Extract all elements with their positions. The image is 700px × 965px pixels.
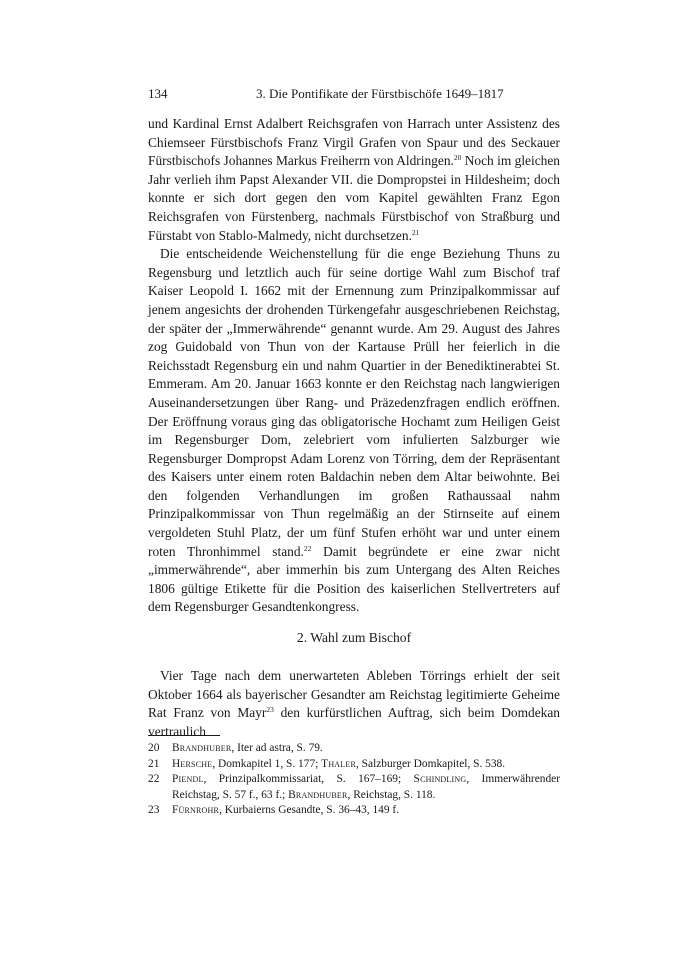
footnote-author: Piendl [172,773,204,786]
paragraph-text: den kurfürstlichen Auftrag, sich beim Domdekan vertraulich [148,705,561,739]
footnote-text: , Domkapitel 1, S. 177; [212,757,322,770]
paragraph-text: Vier Tage nach dem unerwarteten Ableben Törrings erhielt der seit Oktober 1664 als bayerischer Gesandter am Reichstag legitimierte Geheime Rat Franz von Mayr [148,668,560,721]
page-number: 134 [148,86,168,101]
footnote [148,757,560,773]
footnote-text: , Salzburger Domkapitel, S. 538. [355,757,506,770]
footnote-text: , Prinzipalkommissariat, S. 167–169; [203,773,414,786]
paragraph-text: Damit begründete er eine zwar nicht „immerwährende“, aber immerhin bis zum Untergang des Alten Reiches 1806 gültige Etikette für die Position des kaiserlichen Stellvertreters auf dem Regensburger Gesandtenkongress. [148,543,560,615]
paragraph-text: Die entscheidende Weichenstellung für die enge Beziehung Thuns zu Regensburg und letztlich auch für seine dortige Wahl zum Bischof traf Kaiser Leopold I. 1662 mit der Ernennung zum Prinzipalkommissar auf jenem angesichts der drohenden Türkengefahr ausgeschriebenen Reichstag, der später der „Immerwährende“ genannt wurde. Am 29. August des Jahres zog Guidobald von Thun von der Kartause Prüll her feierlich in die Reichsstadt Regensburg ein und nahm Quartier in der Benediktinerabtei St. Emmeram. Am 20. Januar 1663 konnte er den Reichstag nach langwierigen Auseinandersetzungen über Rang- und Präzedenzfragen endlich eröffnen. Der Eröffnung voraus ging das obligatorische Hochamt zum Heiligen Geist im Regensburger Dom, zelebriert vom infulierten Salzburger wie Regensburger Dompropst Adam Lorenz von Törring, dem der Repräsentant des Kaisers unter einem roten Baldachin neben dem Altar beiwohnte. Bei den folgenden Verhandlungen im großen Rathaussaal nahm Prinzipalkommissar von Thun regelmäßig an der Stirnseite auf einem vergoldeten Stuhl Platz, der um fünf Stufen erhöht war und unter einem roten Thronhimmel stand. [148,246,560,559]
footnote-ref[interactable]: 21 [411,227,420,237]
footnote-number: 22 [148,773,160,786]
footnote-text: , Reichstag, S. 118. [347,788,436,801]
footnotes [148,741,560,819]
footnote-author: Fürnrohr [172,804,220,817]
footnote-author: Brandhuber [172,742,232,754]
footnote-ref[interactable]: 20 [453,153,462,163]
footnote-author: Hersche [172,757,213,770]
footnote [148,772,560,803]
paragraph [148,115,560,245]
footnote-author: Thaler [321,757,356,770]
footnote-author: Brandhuber [288,788,348,801]
footnote-number: 20 [148,742,160,754]
paragraph-text: und Kardinal Ernst Adalbert Reichsgrafen von Harrach unter Assistenz des Chiemseer Fürstbischofs Franz Virgil Grafen von Spaur und des Seckauer Fürstbischofs Johannes Markus Freiherrn von Aldringen. [148,116,560,169]
footnote-ref[interactable]: 22 [303,543,312,553]
footnote-author: Schindling [413,773,467,786]
footnote [148,741,560,757]
footnote-text: , Iter ad astra, S. 79. [231,742,323,754]
paragraph [148,667,560,741]
chapter-title: 3. Die Pontifikate der Fürstbischöfe 1649–1817 [256,86,504,101]
footnote-number: 21 [148,757,160,770]
main-text [148,115,560,617]
footnote-ref[interactable]: 23 [266,705,274,715]
footnote-number: 23 [148,804,160,817]
footnote-text: , Kurbaierns Gesandte, S. 36–43, 149 f. [219,804,400,817]
section-heading: 2. Wahl zum Bischof [296,630,412,645]
paragraph [148,245,560,617]
footnote-divider [148,735,220,736]
section-text [148,667,560,741]
paragraph-text: Noch im gleichen Jahr verlieh ihm Papst Alexander VII. die Dompropstei in Hildesheim; doch konnte er sich dort gegen den vom Kapitel gewählten Franz Egon Reichsgrafen von Fürstenberg, nachmals Fürstbischof von Straßburg und Fürstabt von Stablo-Malmedy, nicht durchsetzen. [148,153,561,243]
footnote [148,803,560,819]
footnote-text: , Immerwährender Reichstag, S. 57 f., 63 f.; [172,773,560,801]
